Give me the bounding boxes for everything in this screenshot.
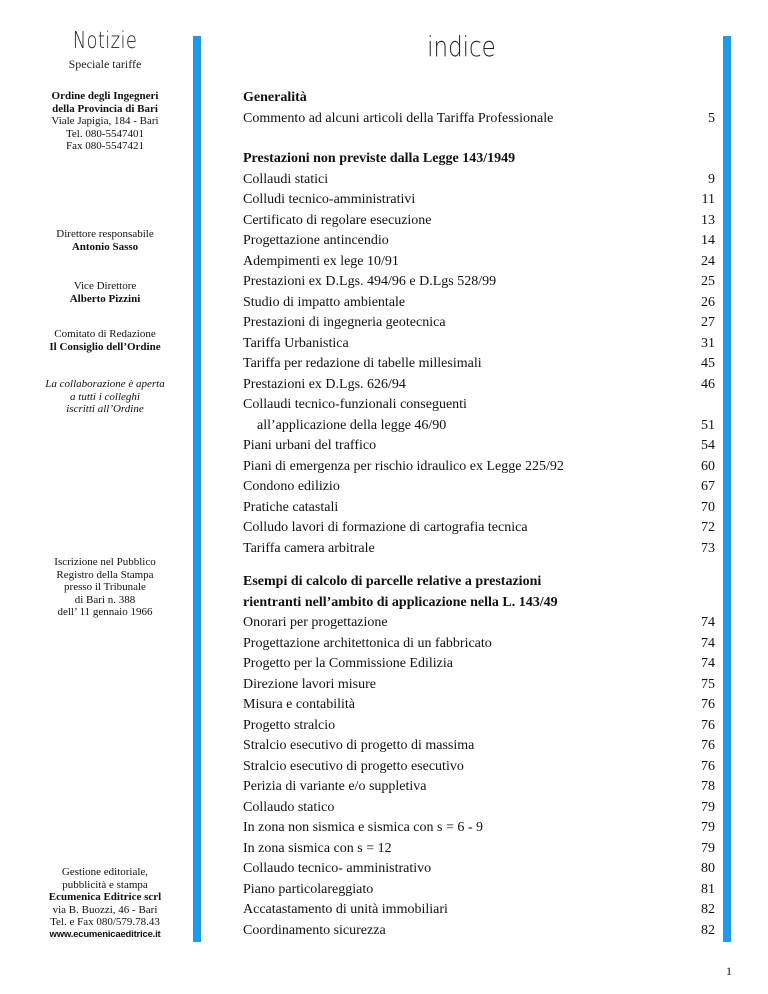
entry-title: Piani urbani del traffico (243, 438, 377, 453)
entry-title: Adempimenti ex lege 10/91 (243, 253, 399, 269)
entry-page: 73 (701, 540, 715, 556)
toc-entry[interactable] (243, 416, 715, 437)
entry-title: Coordinamento sicurezza (243, 922, 386, 938)
toc-entry[interactable] (243, 211, 715, 232)
entry-page: 27 (701, 315, 715, 330)
entry-page: 79 (701, 840, 715, 856)
org-info (30, 90, 180, 153)
publisher-line2: pubblicità e stampa (62, 878, 148, 891)
toc-entry[interactable] (243, 477, 715, 498)
entry-page: 60 (701, 458, 715, 474)
collab-line2: a tutti i colleghi (70, 390, 140, 403)
toc-entry[interactable] (243, 272, 715, 293)
section-heading: Generalità (243, 90, 307, 105)
entry-title: Misura e contabilità (243, 697, 355, 712)
collaboration-note (30, 378, 180, 416)
toc-entry[interactable] (243, 170, 715, 191)
org-tel: Tel. 080-5547401 (65, 127, 145, 140)
entry-title: Progettazione architettonica di un fabbricato (243, 635, 492, 651)
registration-info (30, 556, 180, 619)
entry-page: 81 (701, 881, 715, 897)
section-heading: Prestazioni non previste dalla Legge 143/1949 (243, 151, 516, 166)
entry-page: 25 (701, 274, 715, 289)
brand-subtitle: Speciale tariffe (68, 57, 142, 71)
entry-title: Tariffa Urbanistica (243, 335, 349, 351)
toc-entry[interactable] (243, 231, 715, 252)
toc-section-esempi (243, 572, 715, 941)
vice-director-name: Alberto Pizzini (69, 292, 141, 305)
director-role: Direttore responsabile (56, 228, 154, 240)
entry-title: Stralcio esecutivo di progetto esecutivo (243, 758, 464, 774)
entry-page: 70 (701, 499, 715, 515)
toc-entry[interactable] (243, 436, 715, 457)
entry-title: Prestazioni di ingegneria geotecnica (243, 315, 446, 330)
entry-title: Studio di impatto ambientale (243, 294, 406, 310)
committee-name: Il Consiglio dell’Ordine (49, 340, 161, 353)
registration-line2: Registro della Stampa (56, 568, 154, 581)
toc-entry[interactable] (243, 777, 715, 798)
entry-title: Collaudo statico (243, 799, 335, 815)
accent-bar-right (723, 36, 731, 942)
entry-page: 76 (701, 758, 715, 774)
entry-title: Progettazione antincendio (243, 233, 389, 248)
entry-title: Piano particolareggiato (243, 881, 374, 897)
toc-entry[interactable] (243, 613, 715, 634)
entry-page: 76 (701, 717, 715, 733)
entry-title: Tariffa per redazione di tabelle millesimali (243, 356, 482, 371)
entry-title: Commento ad alcuni articoli della Tariffa Professionale (243, 110, 554, 126)
entry-title: Certificato di regolare esecuzione (243, 212, 432, 228)
page-number: 1 (726, 964, 732, 978)
toc-entry[interactable] (243, 354, 715, 375)
toc-entry[interactable] (243, 900, 715, 921)
entry-title: Accatastamento di unità immobiliari (243, 902, 448, 917)
entry-page: 72 (701, 520, 715, 535)
toc-entry[interactable] (243, 334, 715, 355)
toc-entry[interactable] (243, 498, 715, 519)
director-name: Antonio Sasso (71, 240, 139, 253)
entry-title: Pratiche catastali (243, 499, 339, 515)
toc-entry[interactable] (243, 539, 715, 560)
registration-line4: di Bari n. 388 (74, 593, 136, 606)
publisher-name: Ecumenica Editrice scrl (48, 891, 162, 903)
org-address: Viale Japigia, 184 - Bari (51, 115, 159, 127)
entry-page: 67 (701, 479, 715, 494)
toc-entry[interactable] (243, 654, 715, 675)
entry-page: 79 (701, 799, 715, 815)
entry-page: 26 (701, 294, 715, 310)
entry-title: Progetto per la Commissione Edilizia (243, 656, 453, 671)
entry-page: 31 (701, 335, 715, 351)
entry-page: 9 (708, 171, 715, 187)
entry-page: 82 (701, 902, 715, 917)
toc-entry[interactable] (243, 839, 715, 860)
entry-page: 11 (701, 192, 715, 207)
entry-title: Progetto stralcio (243, 717, 336, 733)
registration-line1: Iscrizione nel Pubblico (54, 556, 156, 568)
entry-page: 79 (701, 820, 715, 835)
vice-director-info (30, 280, 180, 305)
entry-page: 45 (701, 356, 715, 371)
toc-entry[interactable] (243, 190, 715, 211)
entry-page: 51 (701, 417, 715, 433)
toc-entry[interactable] (243, 313, 715, 334)
toc-entry[interactable] (243, 880, 715, 901)
toc-entry[interactable] (243, 859, 715, 880)
entry-title: Collaudo tecnico- amministrativo (243, 861, 432, 876)
entry-title: Stralcio esecutivo di progetto di massima (243, 738, 475, 753)
committee-info (30, 328, 180, 353)
entry-page: 13 (701, 212, 715, 228)
toc-entry[interactable] (243, 395, 715, 416)
entry-page: 78 (701, 779, 715, 794)
entry-page: 74 (701, 656, 715, 671)
entry-title: Direzione lavori misure (243, 676, 376, 692)
entry-page: 82 (701, 922, 715, 938)
entry-page: 74 (701, 635, 715, 651)
director-info (30, 228, 180, 253)
entry-page: 46 (701, 376, 715, 392)
entry-page: 24 (701, 253, 715, 269)
entry-title: In zona non sismica e sismica con s = 6 - 9 (243, 820, 484, 835)
toc-entry[interactable] (243, 109, 715, 130)
toc-entry[interactable] (243, 798, 715, 819)
org-name-line2: della Provincia di Bari (52, 102, 158, 115)
entry-page: 74 (701, 615, 715, 630)
entry-title: In zona sismica con s = 12 (243, 840, 392, 856)
publisher-line1: Gestione editoriale, (61, 866, 149, 878)
toc-entry[interactable] (243, 695, 715, 716)
entry-page: 5 (708, 110, 715, 126)
toc-entry[interactable] (243, 757, 715, 778)
toc-entry[interactable] (243, 293, 715, 314)
toc-entry[interactable] (243, 675, 715, 696)
toc-section-generalita (243, 88, 715, 129)
toc-entry[interactable] (243, 736, 715, 757)
toc-entry[interactable] (243, 252, 715, 273)
entry-title: Onorari per progettazione (243, 615, 388, 630)
publisher-url[interactable]: www.ecumenicaeditrice.it (49, 928, 161, 940)
entry-title: Colludi tecnico-amministrativi (243, 192, 416, 207)
entry-page: 75 (701, 676, 715, 692)
toc-entry[interactable] (243, 457, 715, 478)
collab-line3: iscritti all’Ordine (66, 403, 144, 415)
brand-title: Notizie (72, 28, 138, 54)
toc-section-prestazioni (243, 149, 715, 559)
entry-page: 14 (701, 233, 715, 248)
vice-director-role: Vice Direttore (73, 280, 137, 292)
table-of-contents (243, 88, 715, 941)
registration-line5: dell’ 11 gennaio 1966 (57, 606, 153, 618)
publisher-info (30, 866, 180, 941)
page-title: indice (427, 30, 496, 63)
registration-line3: presso il Tribunale (64, 581, 146, 593)
entry-title: all’applicazione della legge 46/90 (257, 417, 447, 433)
entry-title: Collaudi tecnico-funzionali conseguenti (243, 397, 467, 412)
entry-title: Piani di emergenza per rischio idraulico ex Legge 225/92 (243, 458, 564, 474)
collab-line1: La collaborazione è aperta (45, 378, 165, 390)
entry-title: Tariffa camera arbitrale (243, 540, 375, 556)
section-heading: Esempi di calcolo di parcelle relative a prestazioni (243, 574, 542, 589)
toc-entry[interactable] (243, 818, 715, 839)
entry-title: Prestazioni ex D.Lgs. 494/96 e D.Lgs 528/99 (243, 274, 497, 289)
entry-title: Collaudi statici (243, 171, 329, 187)
entry-page: 76 (701, 738, 715, 753)
accent-bar-left (193, 36, 201, 942)
entry-title: Colludo lavori di formazione di cartografia tecnica (243, 520, 528, 535)
toc-entry[interactable] (243, 716, 715, 737)
org-fax: Fax 080-5547421 (66, 140, 144, 152)
committee-role: Comitato di Redazione (54, 328, 156, 340)
entry-page: 54 (701, 438, 715, 453)
toc-entry[interactable] (243, 518, 715, 539)
entry-title: Prestazioni ex D.Lgs. 626/94 (243, 376, 406, 392)
entry-title: Perizia di variante e/o suppletiva (243, 779, 427, 794)
org-name-line1: Ordine degli Ingegneri (51, 90, 159, 102)
entry-title: Condono edilizio (243, 479, 340, 494)
toc-entry[interactable] (243, 375, 715, 396)
toc-entry[interactable] (243, 921, 715, 942)
section-heading-line2: rientranti nell’ambito di applicazione nella L. 143/49 (243, 594, 558, 610)
publisher-address: via B. Buozzi, 46 - Bari (52, 903, 158, 916)
toc-entry[interactable] (243, 634, 715, 655)
entry-page: 80 (701, 861, 715, 876)
entry-page: 76 (701, 697, 715, 712)
publisher-tel: Tel. e Fax 080/579.78.43 (50, 916, 160, 928)
